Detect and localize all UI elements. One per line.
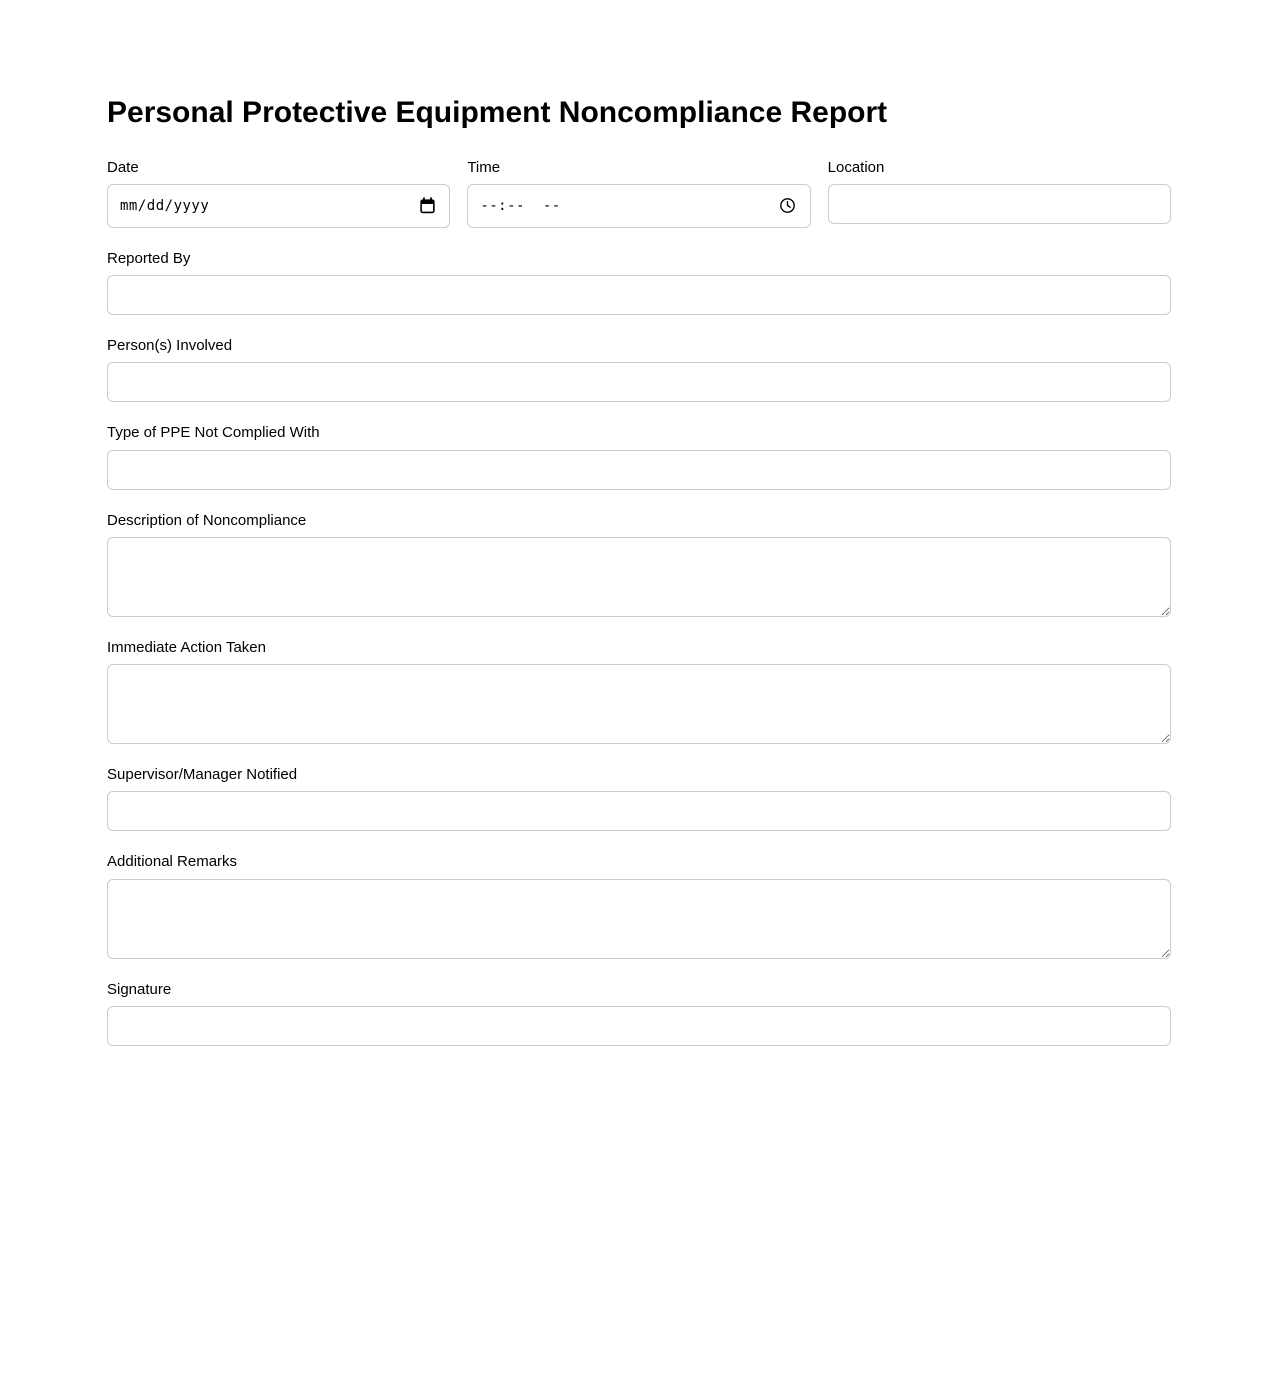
time-label: Time [467, 158, 501, 176]
description-label: Description of Noncompliance [107, 511, 307, 529]
date-time-location-row [107, 159, 1171, 228]
ppe-type-input[interactable] [107, 450, 1171, 490]
reported-by-input[interactable] [107, 275, 1171, 315]
field-description [107, 512, 1171, 617]
clock-icon[interactable] [778, 196, 798, 216]
supervisor-notified-label: Supervisor/Manager Notified [107, 766, 298, 783]
field-location [828, 159, 1171, 228]
field-date [107, 159, 450, 228]
field-signature [107, 981, 1171, 1046]
field-time [467, 159, 810, 228]
description-textarea[interactable] [107, 537, 1171, 617]
field-additional-remarks [107, 853, 1171, 958]
field-persons-involved [107, 337, 1171, 402]
supervisor-notified-input[interactable] [107, 791, 1171, 831]
ppe-type-label: Type of PPE Not Complied With [107, 424, 320, 442]
date-placeholder: mm/dd/yyyy [120, 197, 210, 214]
persons-involved-input[interactable] [107, 362, 1171, 402]
immediate-action-label: Immediate Action Taken [107, 638, 266, 656]
date-input[interactable] [107, 184, 450, 228]
persons-involved-label: Person(s) Involved [107, 337, 233, 354]
field-immediate-action [107, 639, 1171, 744]
reported-by-label: Reported By [107, 249, 191, 267]
field-ppe-type [107, 424, 1171, 489]
signature-input[interactable] [107, 1006, 1171, 1046]
location-input[interactable] [828, 184, 1171, 224]
time-input[interactable] [467, 184, 810, 228]
additional-remarks-textarea[interactable] [107, 879, 1171, 959]
location-label: Location [827, 158, 885, 176]
form-container [107, 96, 1171, 1046]
date-label: Date [107, 158, 139, 176]
immediate-action-textarea[interactable] [107, 664, 1171, 744]
time-placeholder: --:-- -- [480, 197, 561, 214]
field-reported-by [107, 250, 1171, 315]
field-supervisor-notified [107, 766, 1171, 831]
page-title: Personal Protective Equipment Noncompliance Report [107, 96, 888, 129]
additional-remarks-label: Additional Remarks [107, 853, 238, 871]
signature-label: Signature [107, 980, 172, 998]
calendar-icon[interactable] [417, 196, 437, 216]
